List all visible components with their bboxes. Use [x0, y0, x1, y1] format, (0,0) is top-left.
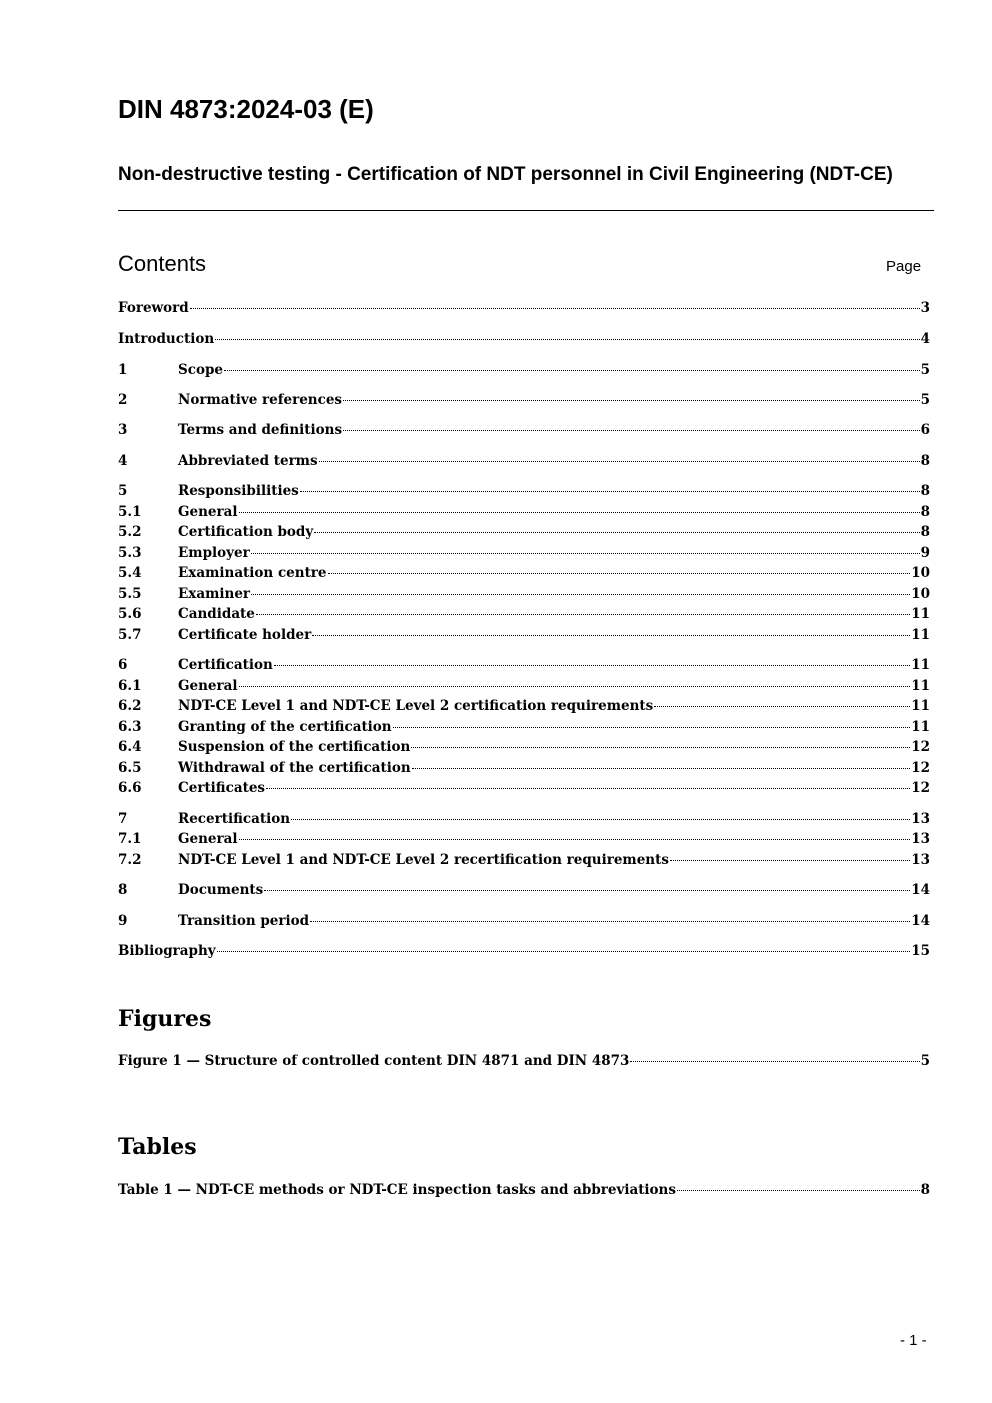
toc-page: 13: [911, 831, 930, 847]
toc-page: 11: [911, 627, 930, 643]
toc-page: 5: [920, 392, 930, 408]
table-entry-1[interactable]: [118, 1182, 930, 1202]
toc-leader: [274, 665, 910, 666]
toc-entry-5-6[interactable]: [118, 606, 930, 626]
toc-title: General: [178, 831, 238, 847]
toc-title: General: [178, 504, 238, 520]
toc-entry-6-5[interactable]: [118, 760, 930, 780]
toc-leader: [264, 890, 910, 891]
toc-leader: [266, 788, 910, 789]
toc-entry-6-6[interactable]: [118, 780, 930, 800]
toc-leader: [215, 339, 919, 340]
toc-title: Bibliography: [118, 943, 216, 959]
toc-page: 11: [911, 657, 930, 673]
toc-entry-9[interactable]: [118, 913, 930, 933]
toc-entry-introduction[interactable]: [118, 331, 930, 351]
toc-page: 15: [911, 943, 930, 959]
toc-title: Certificates: [178, 780, 266, 796]
title-divider: [118, 210, 934, 211]
toc-entry-6-1[interactable]: [118, 678, 930, 698]
toc-title: Scope: [178, 362, 224, 378]
toc-entry-5-5[interactable]: [118, 586, 930, 606]
toc-title: General: [178, 678, 238, 694]
toc-title: Certification body: [178, 524, 314, 540]
toc-number: 3: [118, 422, 128, 438]
toc-leader: [300, 491, 920, 492]
toc-leader: [312, 635, 910, 636]
toc-number: 7.2: [118, 852, 142, 868]
toc-number: 5.7: [118, 627, 142, 643]
toc-leader: [190, 308, 920, 309]
toc-title: Transition period: [178, 913, 310, 929]
toc-leader: [393, 727, 911, 728]
toc-page: 8: [920, 453, 930, 469]
toc-leader: [654, 706, 910, 707]
toc-page: 10: [911, 565, 930, 581]
toc-leader: [239, 686, 911, 687]
toc-number: 4: [118, 453, 128, 469]
toc-page: 11: [911, 698, 930, 714]
page-column-label: Page: [886, 258, 922, 275]
toc-number: 6.6: [118, 780, 142, 796]
toc-number: 5.2: [118, 524, 142, 540]
toc-entry-5[interactable]: [118, 483, 930, 503]
toc-number: 7.1: [118, 831, 142, 847]
toc-page: 12: [911, 780, 930, 796]
figure-entry-1[interactable]: [118, 1053, 930, 1073]
toc-leader: [412, 768, 910, 769]
toc-title: Recertification: [178, 811, 291, 827]
toc-page: 6: [920, 422, 930, 438]
document-id: DIN 4873:2024-03 (E): [118, 94, 374, 124]
toc-entry-4[interactable]: [118, 453, 930, 473]
toc-title: Certificate holder: [178, 627, 312, 643]
toc-leader: [251, 594, 910, 595]
toc-page: 11: [911, 678, 930, 694]
toc-entry-5-1[interactable]: [118, 504, 930, 524]
toc-title: Documents: [178, 882, 264, 898]
toc-entry-7-2[interactable]: [118, 852, 930, 872]
toc-number: 5.4: [118, 565, 142, 581]
toc-leader: [314, 532, 919, 533]
toc-number: 7: [118, 811, 128, 827]
toc-number: 5.3: [118, 545, 142, 561]
toc-page: 5: [920, 1053, 930, 1069]
toc-entry-6[interactable]: [118, 657, 930, 677]
toc-entry-6-4[interactable]: [118, 739, 930, 759]
toc-title: Foreword: [118, 300, 189, 316]
toc-page: 8: [920, 524, 930, 540]
toc-entry-5-7[interactable]: [118, 627, 930, 647]
toc-title: Responsibilities: [178, 483, 299, 499]
toc-entry-7-1[interactable]: [118, 831, 930, 851]
toc-leader: [239, 839, 911, 840]
toc-title: Granting of the certification: [178, 719, 392, 735]
toc-number: 6.5: [118, 760, 142, 776]
toc-leader: [328, 573, 911, 574]
toc-entry-5-2[interactable]: [118, 524, 930, 544]
toc-page: 11: [911, 719, 930, 735]
toc-leader: [217, 951, 911, 952]
toc-page: 14: [911, 913, 930, 929]
toc-leader: [256, 614, 910, 615]
toc-number: 5.6: [118, 606, 142, 622]
toc-title: Suspension of the certification: [178, 739, 411, 755]
toc-title: Employer: [178, 545, 250, 561]
toc-title: Examiner: [178, 586, 251, 602]
figures-heading: Figures: [118, 1006, 212, 1032]
toc-entry-5-3[interactable]: [118, 545, 930, 565]
toc-number: 5: [118, 483, 128, 499]
toc-leader: [343, 430, 920, 431]
toc-entry-6-3[interactable]: [118, 719, 930, 739]
toc-title: NDT-CE Level 1 and NDT-CE Level 2 certification requirements: [178, 698, 654, 714]
toc-leader: [677, 1190, 920, 1191]
toc-entry-8[interactable]: [118, 882, 930, 902]
toc-page: 14: [911, 882, 930, 898]
toc-entry-2[interactable]: [118, 392, 930, 412]
toc-number: 6.1: [118, 678, 142, 694]
toc-leader: [319, 461, 920, 462]
toc-leader: [224, 370, 920, 371]
toc-number: 6.2: [118, 698, 142, 714]
toc-number: 6.4: [118, 739, 142, 755]
toc-page: 12: [911, 760, 930, 776]
toc-title: Examination centre: [178, 565, 327, 581]
toc-title: NDT-CE Level 1 and NDT-CE Level 2 recertification requirements: [178, 852, 669, 868]
toc-page: 10: [911, 586, 930, 602]
toc-title: Candidate: [178, 606, 255, 622]
toc-page: 8: [920, 504, 930, 520]
toc-number: 1: [118, 362, 128, 378]
toc-page: 5: [920, 362, 930, 378]
toc-entry-3[interactable]: [118, 422, 930, 442]
toc-leader: [630, 1061, 919, 1062]
toc-title: Normative references: [178, 392, 343, 408]
page-number: - 1 -: [900, 1332, 927, 1349]
toc-number: 8: [118, 882, 128, 898]
toc-page: 11: [911, 606, 930, 622]
toc-page: 8: [920, 483, 930, 499]
toc-page: 13: [911, 811, 930, 827]
toc-title: Withdrawal of the certification: [178, 760, 411, 776]
toc-title: Introduction: [118, 331, 215, 347]
toc-title: Certification: [178, 657, 273, 673]
toc-leader: [239, 512, 920, 513]
toc-leader: [343, 400, 920, 401]
toc-number: 2: [118, 392, 128, 408]
toc-leader: [310, 921, 910, 922]
toc-title: Figure 1 — Structure of controlled content DIN 4871 and DIN 4873: [118, 1053, 630, 1069]
toc-page: 9: [920, 545, 930, 561]
contents-heading: Contents: [118, 251, 207, 276]
toc-page: 8: [920, 1182, 930, 1198]
toc-number: 9: [118, 913, 128, 929]
toc-page: 12: [911, 739, 930, 755]
toc-entry-7[interactable]: [118, 811, 930, 831]
toc-title: Table 1 — NDT-CE methods or NDT-CE inspection tasks and abbreviations: [118, 1182, 676, 1198]
toc-page: 13: [911, 852, 930, 868]
toc-entry-1[interactable]: [118, 362, 930, 382]
toc-entry-5-4[interactable]: [118, 565, 930, 585]
tables-heading: Tables: [118, 1134, 197, 1160]
document-title: Non-destructive testing - Certification of NDT personnel in Civil Engineering (NDT-CE): [118, 164, 893, 185]
toc-leader: [291, 819, 910, 820]
toc-page: 3: [920, 300, 930, 316]
toc-number: 5.5: [118, 586, 142, 602]
toc-number: 6: [118, 657, 128, 673]
toc-leader: [670, 860, 910, 861]
toc-leader: [251, 553, 920, 554]
toc-entry-6-2[interactable]: [118, 698, 930, 718]
toc-title: Terms and definitions: [178, 422, 343, 438]
toc-entry-bibliography[interactable]: [118, 943, 930, 963]
toc-leader: [411, 747, 910, 748]
toc-entry-foreword[interactable]: [118, 300, 930, 320]
toc-number: 5.1: [118, 504, 142, 520]
toc-title: Abbreviated terms: [178, 453, 318, 469]
toc-number: 6.3: [118, 719, 142, 735]
toc-page: 4: [920, 331, 930, 347]
